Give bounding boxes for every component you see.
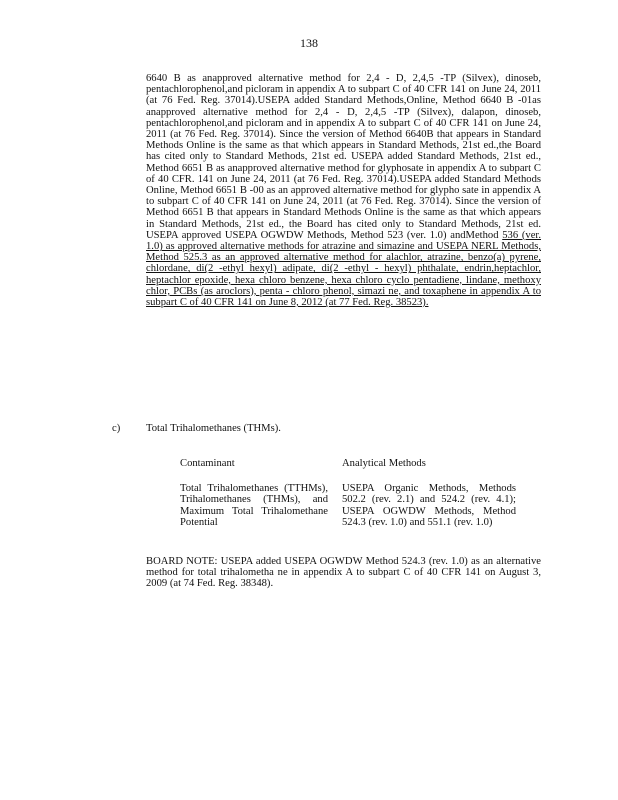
- paragraph-underlined-text: 536 (ver. 1.0) as approved alternative methods for atrazine and simazine and USEPA NERL Methods, Method 525.3 as an approved alternative method for alachlor, atrazine, benzo(a) pyrene, chlordane, di(2 -ethyl hexyl) adipate, di(2 -ethyl - hexyl) phthalate, endrin,heptachlor, heptachlor epoxide, hexa chloro benzene, hexa chloro cyclo pentadiene, lindane, methoxy chlor, PCBs (as aroclors), penta - chloro phenol, simazi ne, and toxaphene in appendix A to subpart C of 40 CFR 141 on June 8, 2012 (at 77 Fed. Reg. 38523).: [146, 229, 541, 309]
- cell-methods: USEPA Organic Methods, Methods 502.2 (rev. 2.1) and 524.2 (rev. 4.1); USEPA OGWDW Methods, Method 524.3 (rev. 1.0) and 551.1 (rev. 1.0): [342, 483, 516, 528]
- subsection-label: c): [112, 423, 121, 434]
- board-note: BOARD NOTE: USEPA added USEPA OGWDW Method 524.3 (rev. 1.0) as an alternative method for total trihalometha ne in appendix A to subpart C of 40 CFR 141 on August 3, 2009 (at 74 Fed. Reg. 38348).: [146, 556, 541, 590]
- body-paragraph: [146, 73, 541, 308]
- header-contaminant: Contaminant: [180, 458, 235, 469]
- methods-table: [180, 458, 516, 528]
- page-number: 138: [300, 36, 318, 50]
- subsection-title: Total Trihalomethanes (THMs).: [146, 423, 281, 434]
- table-row: [180, 483, 516, 528]
- paragraph-plain-text: 6640 B as anapproved alternative method for 2,4 - D, 2,4,5 -TP (Silvex), dinoseb, pentachlorophenol,and picloram in appendix A to subpart C of 40 CFR 141 on June 24, 2011 (at 76 Fed. Reg. 37014).USEPA added Standard Methods,Online, Method 6640 B -01as anapproved alternative method for 2,4 - D, 2,4,5 -TP (Silvex), dalapon, dinoseb, pentachlorophenol,and picloram and in appendix A to subpart C of 40 CFR 141 on June 24, 2011 (at 76 Fed. Reg. 37014). Since the version of Method 6640B that appears in Standard Methods Online is the same as that which appears in Standard Methods, 21st ed.,the Board has cited only to Standard Methods, 21st ed. USEPA added Standard Methods, 21st ed., Method 6651 B as anapproved alternative method for glyphosate in appendix A to subpart C of 40 CFR. 141 on June 24, 2011 (at 76 Fed. Reg. 37014).USEPA added Standard Methods Online, Method 6651 B -00 as an approved alternative method for glypho sate in appendix A to subpart C of 40 CFR 141 on June 24, 2011 (at 76 Fed. Reg. 37014). Since the version of Method 6651 B that appears in Standard Methods Online is the same as that which appears in Standard Methods, 21st ed., the Board has cited only to Standard Methods, 21st ed. USEPA approved USEPA OGWDW Methods, Method 523 (ver. 1.0) andMethod: [146, 73, 541, 241]
- cell-contaminant: Total Trihalomethanes (TTHMs), Trihalomethanes (THMs), and Maximum Total Trihalomethane Potential: [180, 483, 328, 528]
- table-header-row: [180, 458, 516, 469]
- header-analytical-methods: Analytical Methods: [342, 458, 426, 469]
